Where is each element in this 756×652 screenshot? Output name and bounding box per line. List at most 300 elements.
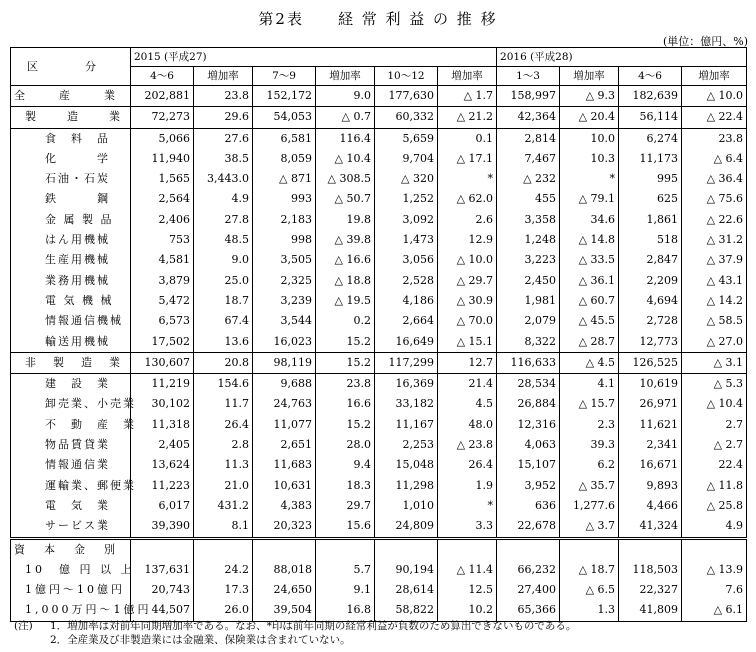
cell-value: 3,358 — [497, 210, 560, 230]
cell-value: 24,809 — [375, 516, 438, 538]
cell-rate: 116.4 — [316, 128, 375, 149]
cell-rate: 29.7 — [316, 496, 375, 516]
cell-value: 33,182 — [375, 394, 438, 414]
row-label: 卸売業、小売業 — [11, 394, 131, 414]
cell-value: 26,884 — [497, 394, 560, 414]
cell-rate: △ 25.8 — [682, 496, 747, 516]
cell-rate: △ 75.6 — [682, 189, 747, 209]
cell-rate: △ 39.8 — [316, 230, 375, 250]
cell-rate: 12.7 — [438, 352, 497, 373]
header-year-2016: 2016 (平成28) — [497, 48, 747, 67]
cell-rate: △ 17.1 — [438, 149, 497, 169]
cell-value: 6,017 — [131, 496, 194, 516]
header-period: 4～6 — [131, 67, 194, 86]
cell-value: 1,861 — [619, 210, 682, 230]
cell-rate: △ 22.6 — [682, 210, 747, 230]
row-label: 食 料 品 — [11, 128, 131, 149]
header-period: 7～9 — [253, 67, 316, 86]
cell-rate: △ 28.7 — [560, 332, 619, 353]
cell-value: 20,743 — [131, 580, 194, 600]
table-row — [11, 210, 747, 230]
cell-rate: △ 31.2 — [682, 230, 747, 250]
header-period: 4～6 — [619, 67, 682, 86]
cell-value: 11,940 — [131, 149, 194, 169]
table-row — [11, 538, 747, 560]
cell-value: 9,704 — [375, 149, 438, 169]
cell-value: 66,232 — [497, 560, 560, 580]
cell-rate: 16.8 — [316, 600, 375, 621]
profit-table — [10, 47, 747, 622]
cell-rate: △ 18.8 — [316, 271, 375, 291]
cell-value: 60,332 — [375, 107, 438, 128]
cell-value: 27,400 — [497, 580, 560, 600]
cell-rate: 4.9 — [194, 189, 253, 209]
cell-value: 90,194 — [375, 560, 438, 580]
cell-rate: △ 20.4 — [560, 107, 619, 128]
cell-rate: * — [438, 496, 497, 516]
row-label: 製 造 業 — [11, 107, 131, 128]
cell-rate: △ 10.4 — [682, 394, 747, 414]
cell-rate: △ 37.9 — [682, 250, 747, 270]
cell-value: 3,092 — [375, 210, 438, 230]
cell-value — [497, 538, 560, 560]
table-row — [11, 352, 747, 373]
header-year-2015: 2015 (平成27) — [131, 48, 497, 67]
cell-value: 42,364 — [497, 107, 560, 128]
cell-value: 11,223 — [131, 476, 194, 496]
cell-rate: 26.4 — [438, 455, 497, 475]
cell-rate: 154.6 — [194, 374, 253, 395]
cell-value: 11,077 — [253, 415, 316, 435]
cell-value: 8,059 — [253, 149, 316, 169]
cell-rate: △ 15.7 — [560, 394, 619, 414]
cell-rate: 23.8 — [316, 374, 375, 395]
cell-rate: △ 50.7 — [316, 189, 375, 209]
table-row — [11, 107, 747, 128]
cell-value: 11,298 — [375, 476, 438, 496]
cell-rate: △ 2.7 — [682, 435, 747, 455]
cell-rate: △ 4.5 — [560, 352, 619, 373]
cell-value: 11,167 — [375, 415, 438, 435]
cell-value: 455 — [497, 189, 560, 209]
table-body — [11, 86, 747, 622]
table-row — [11, 435, 747, 455]
cell-value: 28,534 — [497, 374, 560, 395]
cell-value: 3,544 — [253, 311, 316, 331]
cell-value: 2,341 — [619, 435, 682, 455]
row-label: 不 動 産 業 — [11, 415, 131, 435]
header-rate: 増加率 — [316, 67, 375, 86]
cell-value: 118,503 — [619, 560, 682, 580]
cell-value: 3,505 — [253, 250, 316, 270]
cell-rate: 10.0 — [560, 128, 619, 149]
cell-value: 2,728 — [619, 311, 682, 331]
cell-rate: △ 6.1 — [682, 600, 747, 621]
row-label: 電 気 機 械 — [11, 291, 131, 311]
cell-rate: △ 0.7 — [316, 107, 375, 128]
cell-value: △ 320 — [375, 169, 438, 189]
note-tag-spacer — [14, 633, 50, 647]
row-label: 業務用機械 — [11, 271, 131, 291]
header-rate: 増加率 — [194, 67, 253, 86]
cell-value: 1,981 — [497, 291, 560, 311]
row-label: 物品賃貸業 — [11, 435, 131, 455]
cell-value: 54,053 — [253, 107, 316, 128]
cell-rate: 4.1 — [560, 374, 619, 395]
cell-value: 518 — [619, 230, 682, 250]
table-row — [11, 271, 747, 291]
table-row — [11, 86, 747, 107]
cell-rate: △ 11.8 — [682, 476, 747, 496]
cell-rate: 18.7 — [194, 291, 253, 311]
cell-value: 41,809 — [619, 600, 682, 621]
cell-rate: 48.0 — [438, 415, 497, 435]
cell-rate: △ 3.1 — [682, 352, 747, 373]
cell-value: 158,997 — [497, 86, 560, 107]
cell-rate — [682, 538, 747, 560]
table-row — [11, 291, 747, 311]
cell-value: 1,473 — [375, 230, 438, 250]
table-row — [11, 149, 747, 169]
cell-value: 98,119 — [253, 352, 316, 373]
row-label: 石油・石炭 — [11, 169, 131, 189]
cell-rate: 39.3 — [560, 435, 619, 455]
cell-rate: △ 1.7 — [438, 86, 497, 107]
table-row — [11, 332, 747, 353]
cell-value: 5,659 — [375, 128, 438, 149]
cell-rate: △ 14.8 — [560, 230, 619, 250]
cell-value: 4,383 — [253, 496, 316, 516]
cell-rate: △ 58.5 — [682, 311, 747, 331]
table-row — [11, 560, 747, 580]
table-row — [11, 128, 747, 149]
cell-rate — [438, 538, 497, 560]
cell-value: 2,209 — [619, 271, 682, 291]
row-label: 資 本 金 別 — [11, 538, 131, 560]
table-row — [11, 169, 747, 189]
note-item: 2．全産業及び非製造業には金融業、保険業は含まれていない。 — [50, 634, 351, 646]
cell-rate — [316, 538, 375, 560]
cell-value: 998 — [253, 230, 316, 250]
cell-value — [619, 538, 682, 560]
cell-value: 3,223 — [497, 250, 560, 270]
cell-value: 625 — [619, 189, 682, 209]
note-item: 1．増加率は対前年同期増加率である。なお、*印は前年同期の経常利益が負数のため算出できないものである。 — [50, 620, 577, 632]
table-row — [11, 374, 747, 395]
cell-rate: * — [438, 169, 497, 189]
cell-rate: 38.5 — [194, 149, 253, 169]
cell-rate: 48.5 — [194, 230, 253, 250]
cell-rate: 21.0 — [194, 476, 253, 496]
table-row — [11, 189, 747, 209]
cell-value: △ 871 — [253, 169, 316, 189]
cell-value: 3,952 — [497, 476, 560, 496]
cell-value: 4,694 — [619, 291, 682, 311]
table-row — [11, 311, 747, 331]
cell-rate: △ 5.3 — [682, 374, 747, 395]
cell-rate: 18.3 — [316, 476, 375, 496]
cell-value: 2,814 — [497, 128, 560, 149]
cell-rate: △ 3.7 — [560, 516, 619, 538]
cell-rate: △ 29.7 — [438, 271, 497, 291]
cell-value: 6,274 — [619, 128, 682, 149]
cell-value: 2,183 — [253, 210, 316, 230]
cell-value — [253, 538, 316, 560]
cell-value: 16,023 — [253, 332, 316, 353]
row-label: サービス業 — [11, 516, 131, 538]
row-label: 建 設 業 — [11, 374, 131, 395]
cell-rate: 2.3 — [560, 415, 619, 435]
cell-rate: 15.2 — [316, 332, 375, 353]
cell-value: 26,971 — [619, 394, 682, 414]
cell-value: 20,323 — [253, 516, 316, 538]
cell-rate: △ 79.1 — [560, 189, 619, 209]
cell-rate: 17.3 — [194, 580, 253, 600]
cell-value: 126,525 — [619, 352, 682, 373]
cell-rate: 23.8 — [194, 86, 253, 107]
cell-rate: 11.3 — [194, 455, 253, 475]
cell-rate: 16.6 — [316, 394, 375, 414]
cell-value: 39,504 — [253, 600, 316, 621]
cell-value: 72,273 — [131, 107, 194, 128]
cell-rate: △ 60.7 — [560, 291, 619, 311]
cell-value: 130,607 — [131, 352, 194, 373]
unit-label: (単位：億円、%) — [662, 35, 748, 48]
cell-value: 41,324 — [619, 516, 682, 538]
cell-rate: 15.2 — [316, 415, 375, 435]
cell-value: 17,502 — [131, 332, 194, 353]
row-label: 金 属 製 品 — [11, 210, 131, 230]
cell-rate: 15.2 — [316, 352, 375, 373]
cell-rate: △ 27.0 — [682, 332, 747, 353]
note-row — [14, 633, 576, 647]
cell-rate: 22.4 — [682, 455, 747, 475]
cell-rate: 12.9 — [438, 230, 497, 250]
table-row — [11, 455, 747, 475]
cell-value: 15,048 — [375, 455, 438, 475]
cell-value: 11,318 — [131, 415, 194, 435]
cell-value: 11,621 — [619, 415, 682, 435]
cell-rate: △ 15.1 — [438, 332, 497, 353]
cell-value: 12,773 — [619, 332, 682, 353]
cell-value: 44,507 — [131, 600, 194, 621]
header-rate: 増加率 — [682, 67, 747, 86]
cell-rate: 9.1 — [316, 580, 375, 600]
cell-value: 15,107 — [497, 455, 560, 475]
cell-rate: △ 13.9 — [682, 560, 747, 580]
header-period: 10～12 — [375, 67, 438, 86]
cell-rate: △ 43.1 — [682, 271, 747, 291]
cell-rate: △ 23.8 — [438, 435, 497, 455]
cell-rate: △ 19.5 — [316, 291, 375, 311]
cell-value: 152,172 — [253, 86, 316, 107]
cell-value: 16,369 — [375, 374, 438, 395]
cell-value: 4,186 — [375, 291, 438, 311]
cell-rate — [194, 538, 253, 560]
cell-value: 117,299 — [375, 352, 438, 373]
cell-rate: 9.4 — [316, 455, 375, 475]
row-label: 化 学 — [11, 149, 131, 169]
table-row — [11, 496, 747, 516]
cell-value: 2,406 — [131, 210, 194, 230]
cell-value: 39,390 — [131, 516, 194, 538]
header-category: 区 分 — [11, 48, 131, 86]
cell-value: 2,325 — [253, 271, 316, 291]
cell-value: 182,639 — [619, 86, 682, 107]
note-row — [14, 619, 576, 633]
cell-rate: 19.8 — [316, 210, 375, 230]
cell-value: 1,252 — [375, 189, 438, 209]
cell-value — [131, 538, 194, 560]
row-label: 非 製 造 業 — [11, 352, 131, 373]
cell-rate: 25.0 — [194, 271, 253, 291]
cell-value: 2,079 — [497, 311, 560, 331]
page-title: 第2表 経 常 利 益 の 推 移 — [258, 10, 498, 28]
cell-rate: 10.3 — [560, 149, 619, 169]
cell-value: 6,581 — [253, 128, 316, 149]
cell-value: 2,564 — [131, 189, 194, 209]
cell-rate: 12.5 — [438, 580, 497, 600]
cell-rate: 28.0 — [316, 435, 375, 455]
cell-value: 65,366 — [497, 600, 560, 621]
cell-value: 2,528 — [375, 271, 438, 291]
cell-value: △ 232 — [497, 169, 560, 189]
table-row — [11, 394, 747, 414]
cell-rate: 2.6 — [438, 210, 497, 230]
cell-rate: 11.7 — [194, 394, 253, 414]
row-label: 全 産 業 — [11, 86, 131, 107]
cell-rate: 67.4 — [194, 311, 253, 331]
cell-rate: 29.6 — [194, 107, 253, 128]
cell-rate: 5.7 — [316, 560, 375, 580]
cell-rate: 3,443.0 — [194, 169, 253, 189]
cell-rate: △ 45.5 — [560, 311, 619, 331]
cell-rate: 0.2 — [316, 311, 375, 331]
cell-value: 11,219 — [131, 374, 194, 395]
cell-rate: △ 35.7 — [560, 476, 619, 496]
cell-rate: 1.9 — [438, 476, 497, 496]
cell-value: 116,633 — [497, 352, 560, 373]
cell-rate: 8.1 — [194, 516, 253, 538]
cell-rate: 26.0 — [194, 600, 253, 621]
cell-rate: △ 30.9 — [438, 291, 497, 311]
cell-rate: △ 10.0 — [682, 86, 747, 107]
cell-rate: △ 36.4 — [682, 169, 747, 189]
table-row — [11, 415, 747, 435]
cell-value: 1,248 — [497, 230, 560, 250]
cell-rate: 34.6 — [560, 210, 619, 230]
cell-rate: △ 9.3 — [560, 86, 619, 107]
cell-rate: 15.6 — [316, 516, 375, 538]
cell-rate: 1.3 — [560, 600, 619, 621]
cell-value: 2,651 — [253, 435, 316, 455]
row-label: 情報通信業 — [11, 455, 131, 475]
cell-value: 636 — [497, 496, 560, 516]
header-rate: 増加率 — [560, 67, 619, 86]
cell-rate: △ 16.6 — [316, 250, 375, 270]
note-tag: (注) — [14, 620, 33, 632]
cell-rate: 1,277.6 — [560, 496, 619, 516]
cell-value: 7,467 — [497, 149, 560, 169]
cell-value: 4,466 — [619, 496, 682, 516]
header-rate: 増加率 — [438, 67, 497, 86]
cell-value: 5,066 — [131, 128, 194, 149]
table-row — [11, 516, 747, 538]
cell-value: 24,650 — [253, 580, 316, 600]
row-label: はん用機械 — [11, 230, 131, 250]
cell-rate: 27.6 — [194, 128, 253, 149]
cell-rate: 26.4 — [194, 415, 253, 435]
cell-value: 1,010 — [375, 496, 438, 516]
cell-value: 2,450 — [497, 271, 560, 291]
cell-value: 177,630 — [375, 86, 438, 107]
cell-value: 24,763 — [253, 394, 316, 414]
row-label: 生産用機械 — [11, 250, 131, 270]
cell-value: 137,631 — [131, 560, 194, 580]
cell-rate: △ 70.0 — [438, 311, 497, 331]
cell-rate: △ 62.0 — [438, 189, 497, 209]
cell-rate: △ 18.7 — [560, 560, 619, 580]
cell-value: 10,631 — [253, 476, 316, 496]
cell-rate: 431.2 — [194, 496, 253, 516]
cell-rate: 7.6 — [682, 580, 747, 600]
table-row — [11, 580, 747, 600]
cell-value: 9,893 — [619, 476, 682, 496]
cell-value: 6,573 — [131, 311, 194, 331]
row-label: 10 億 円 以 上 — [11, 560, 131, 580]
cell-value: 995 — [619, 169, 682, 189]
cell-rate: △ 10.4 — [316, 149, 375, 169]
cell-rate: 2.7 — [682, 415, 747, 435]
cell-rate: △ 308.5 — [316, 169, 375, 189]
cell-rate: △ 6.5 — [560, 580, 619, 600]
cell-value: 5,472 — [131, 291, 194, 311]
cell-value: 2,847 — [619, 250, 682, 270]
cell-rate: 27.8 — [194, 210, 253, 230]
cell-value: 30,102 — [131, 394, 194, 414]
cell-rate: △ 33.5 — [560, 250, 619, 270]
header-row-years — [11, 48, 747, 67]
table-row — [11, 250, 747, 270]
cell-value: 22,678 — [497, 516, 560, 538]
cell-rate: △ 14.2 — [682, 291, 747, 311]
cell-value: 16,649 — [375, 332, 438, 353]
cell-value: 1,565 — [131, 169, 194, 189]
cell-rate: 10.2 — [438, 600, 497, 621]
row-label: 鉄 鋼 — [11, 189, 131, 209]
cell-rate: 6.2 — [560, 455, 619, 475]
cell-value: 10,619 — [619, 374, 682, 395]
notes — [14, 619, 576, 647]
cell-rate: △ 22.4 — [682, 107, 747, 128]
cell-value: 202,881 — [131, 86, 194, 107]
cell-value: 3,879 — [131, 271, 194, 291]
cell-value: 58,822 — [375, 600, 438, 621]
cell-value — [375, 538, 438, 560]
cell-rate: 4.9 — [682, 516, 747, 538]
cell-value: 11,683 — [253, 455, 316, 475]
row-label: 情報通信機械 — [11, 311, 131, 331]
cell-value: 28,614 — [375, 580, 438, 600]
cell-value: 56,114 — [619, 107, 682, 128]
cell-value: 2,405 — [131, 435, 194, 455]
row-label: 1億円～10億円 — [11, 580, 131, 600]
cell-value: 993 — [253, 189, 316, 209]
row-label: 輸送用機械 — [11, 332, 131, 353]
row-label: 運輸業、郵便業 — [11, 476, 131, 496]
cell-value: 3,056 — [375, 250, 438, 270]
cell-rate: △ 10.0 — [438, 250, 497, 270]
